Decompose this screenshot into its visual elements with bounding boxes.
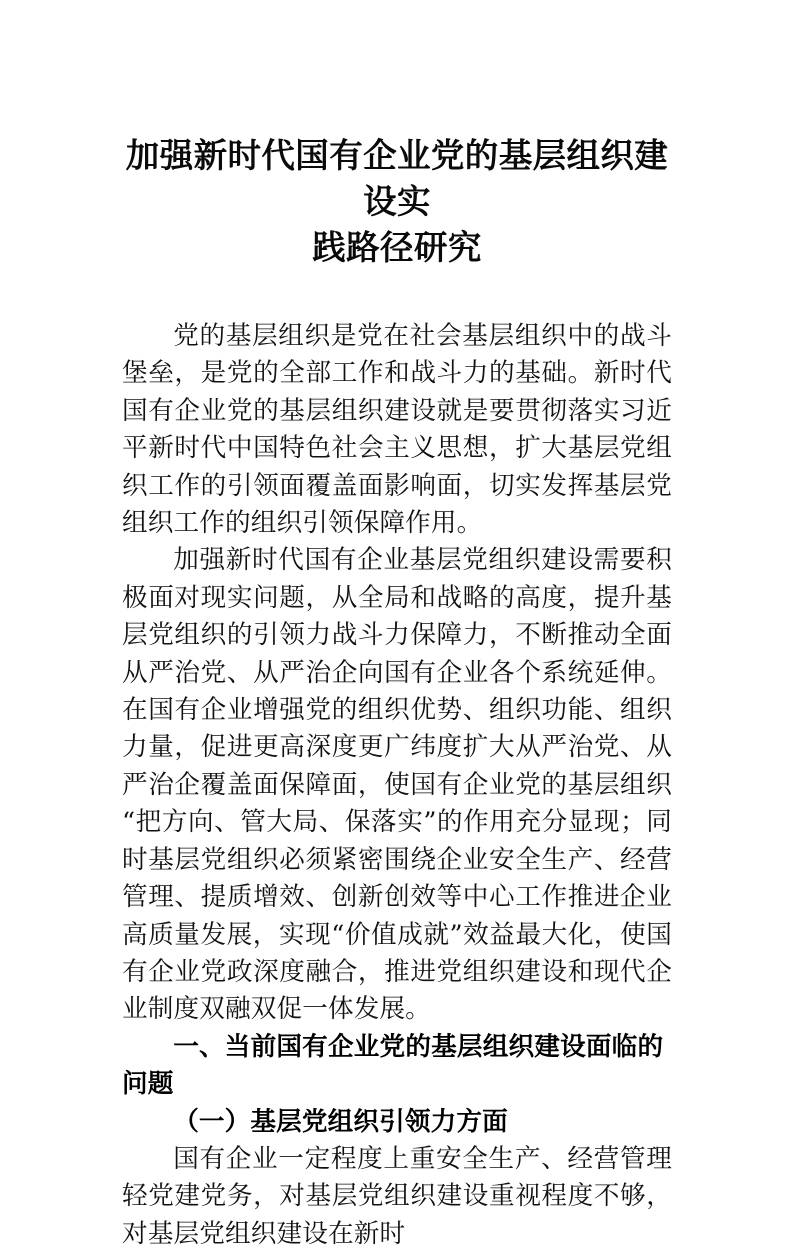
page-title [122,0,672,271]
body-paragraph-3: 国有企业一定程度上重安全生产、经营管理轻党建党务，对基层党组织建设重视程度不够，对基层党组织建设在新时 [122,1143,672,1249]
section-heading-1: 一、当前国有企业党的基层组织建设面临的问题 [122,1031,664,1100]
body-paragraph-2: 加强新时代国有企业基层党组织建设需要积极面对现实问题，从全局和战略的高度，提升基层党组织的引领力战斗力保障力，不断推动全面从严治党、从严治企向国有企业各个系统延伸。在国有企业增强党的组织优势、组织功能、组织力量，促进更高深度更广纬度扩大从严治党、从严治企覆盖面保障面，使国有企业党的基层组织“把方向、管大局、保落实”的作用充分显现；同时基层党组织必须紧密围绕企业安全生产、经营管理、提质增效、创新创效等中心工作推进企业高质量发展，实现“价值成就”效益最大化，使国有企业党政深度融合，推进党组织建设和现代企业制度双融双促一体发展。 [122,545,672,1025]
body-paragraph-1: 党的基层组织是党在社会基层组织中的战斗堡垒，是党的全部工作和战斗力的基础。新时代国有企业党的基层组织建设就是要贯彻落实习近平新时代中国特色社会主义思想，扩大基层党组织工作的引领面覆盖面影响面，切实发挥基层党组织工作的组织引领保障作用。 [122,321,672,539]
page-footer-band [0,1062,793,1122]
page-title-line-1: 加强新时代国有企业党的基层组织建设实 [125,136,669,221]
subsection-heading-1: （一）基层党组织引领力方面 [173,1106,508,1137]
page-title-line-2: 践路径研究 [312,228,482,267]
